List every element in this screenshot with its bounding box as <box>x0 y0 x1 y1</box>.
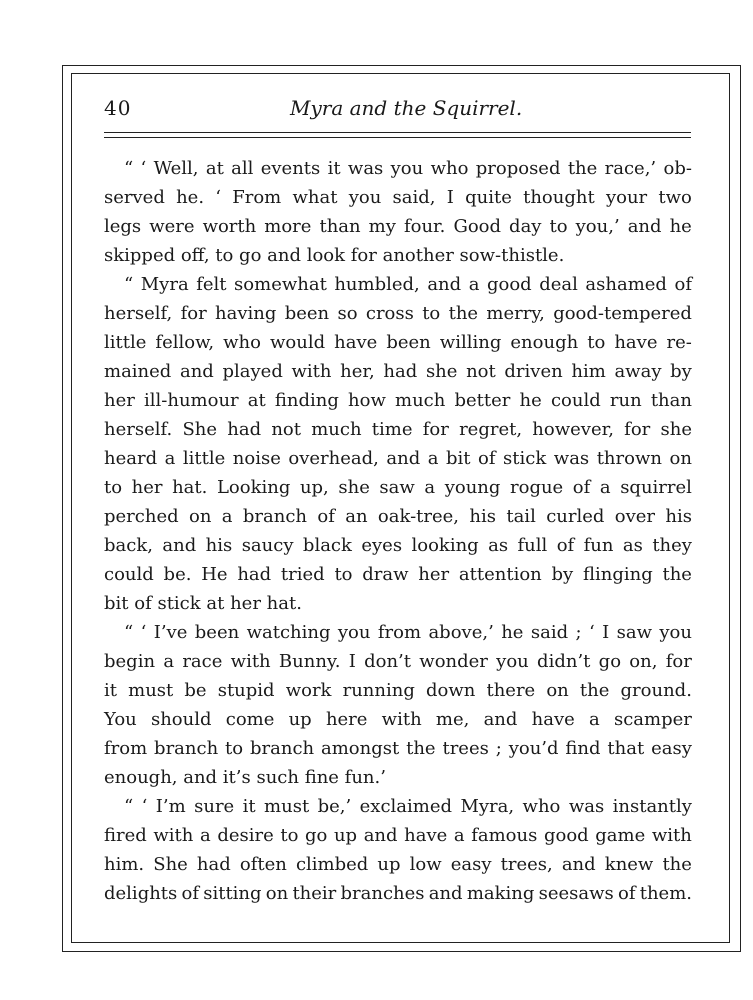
text-line: heard a little noise overhead, and a bit of stick was thrown on <box>104 448 692 469</box>
text-line: begin a race with Bunny. I don’t wonder you didn’t go on, for <box>104 651 692 672</box>
paragraph <box>104 270 692 618</box>
text-line: enough, and it’s such fine fun.’ <box>104 767 386 788</box>
text-line: him. She had often climbed up low easy trees, and knew the <box>104 854 692 875</box>
text-line: “ ‘ I’ve been watching you from above,’ he said ; ‘ I saw you <box>124 622 692 643</box>
page-number: 40 <box>104 96 132 120</box>
text-line: little fellow, who would have been willing enough to have re- <box>104 332 692 353</box>
text-line: skipped off, to go and look for another sow-thistle. <box>104 245 565 266</box>
paragraph <box>104 154 692 270</box>
body-text <box>104 154 692 908</box>
text-line: it must be stupid work running down there on the ground. <box>104 680 692 701</box>
text-line: “ Myra felt somewhat humbled, and a good deal ashamed of <box>124 274 692 295</box>
text-line: You should come up here with me, and have a scamper <box>104 709 692 730</box>
text-line: served he. ‘ From what you said, I quite thought your two <box>104 187 692 208</box>
text-line: from branch to branch amongst the trees ; you’d find that easy <box>104 738 692 759</box>
text-line: herself, for having been so cross to the merry, good-tempered <box>104 303 692 324</box>
text-line: perched on a branch of an oak-tree, his tail curled over his <box>104 506 692 527</box>
paragraph <box>104 792 692 908</box>
text-line: “ ‘ I’m sure it must be,’ exclaimed Myra, who was instantly <box>124 796 692 817</box>
text-line: to her hat. Looking up, she saw a young rogue of a squirrel <box>104 477 692 498</box>
text-line: back, and his saucy black eyes looking as full of fun as they <box>104 535 692 556</box>
text-line: fired with a desire to go up and have a famous good game with <box>104 825 692 846</box>
text-line: delights of sitting on their branches and making seesaws of them. <box>104 883 692 904</box>
text-line: her ill-humour at finding how much better he could run than <box>104 390 692 411</box>
header-rule-top <box>104 132 691 133</box>
text-line: herself. She had not much time for regret, however, for she <box>104 419 692 440</box>
running-title: Myra and the Squirrel. <box>290 96 523 120</box>
text-line: legs were worth more than my four. Good day to you,’ and he <box>104 216 692 237</box>
text-line: “ ‘ Well, at all events it was you who proposed the race,’ ob- <box>124 158 692 179</box>
paragraph <box>104 618 692 792</box>
text-line: could be. He had tried to draw her attention by flinging the <box>104 564 692 585</box>
header-rule-bottom <box>104 137 691 138</box>
text-line: bit of stick at her hat. <box>104 593 302 614</box>
text-line: mained and played with her, had she not driven him away by <box>104 361 692 382</box>
